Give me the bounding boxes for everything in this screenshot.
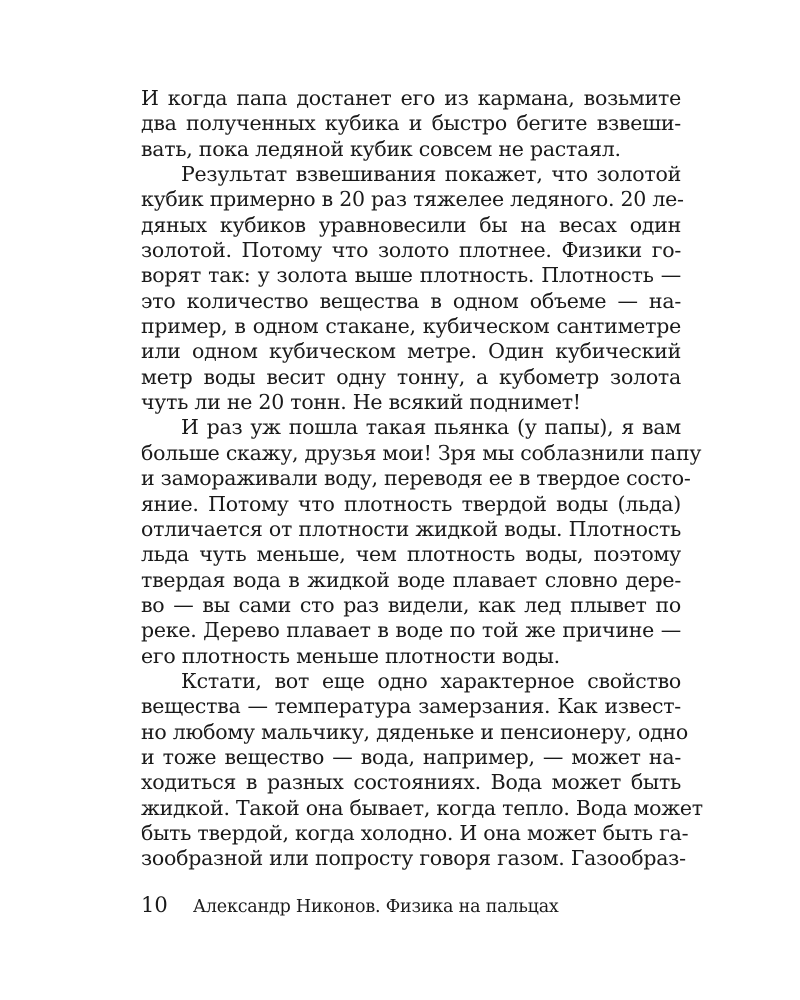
text-line: Результат взвешивания покажет, что золотой (181, 162, 681, 187)
text-line: твердая вода в жидкой воде плавает словно дере- (141, 567, 681, 592)
paragraph-4 (141, 668, 703, 872)
text-line: пример, в одном стакане, кубическом сантиметре (141, 314, 681, 339)
running-title: Александр Никонов. Физика на пальцах (192, 897, 559, 917)
page-number: 10 (141, 893, 168, 917)
text-line: И раз уж пошла такая пьянка (у папы), я вам (181, 415, 681, 440)
text-line: реке. Дерево плавает в воде по той же причине — (141, 618, 681, 643)
text-line: или одном кубическом метре. Один кубический (141, 339, 681, 364)
text-line: И когда папа достанет его из кармана, возьмите (141, 86, 681, 110)
text-line: и замораживали воду, переводя ее в твердое состо- (141, 466, 691, 491)
text-line: вещества — температура замерзания. Как извест- (141, 694, 681, 719)
text-line: дяных кубиков уравновесили бы на весах один (141, 212, 681, 237)
text-line: два полученных кубика и быстро бегите взвеши- (141, 111, 681, 136)
text-line: ворят так: у золота выше плотность. Плотность — (141, 263, 681, 288)
text-line: но любому мальчику, дяденьке и пенсионеру, одно (141, 719, 689, 744)
text-line: и тоже вещество — вода, например, — может на- (141, 744, 681, 769)
paragraph-1 (141, 86, 681, 162)
text-line: ходиться в разных состояниях. Вода может быть (141, 770, 681, 795)
text-line: Кстати, вот еще одно характерное свойство (181, 668, 681, 693)
text-line: во — вы сами сто раз видели, как лед плывет по (141, 592, 681, 617)
text-line: льда чуть меньше, чем плотность воды, поэтому (141, 542, 681, 567)
text-line: быть твердой, когда холодно. И она может быть га- (141, 820, 689, 845)
text-line: яние. Потому что плотность твердой воды (льда) (141, 491, 681, 516)
text-line: вать, пока ледяной кубик совсем не растаял. (141, 136, 621, 161)
page-body (141, 86, 703, 872)
text-line: чуть ли не 20 тонн. Не всякий поднимет! (141, 390, 581, 415)
text-line: метр воды весит одну тонну, а кубометр золота (141, 364, 681, 389)
text-line: больше скажу, друзья мои! Зря мы соблазнили папу (141, 440, 702, 465)
text-line: золотой. Потому что золото плотнее. Физики го- (141, 238, 681, 263)
paragraph-2 (141, 162, 684, 415)
text-line: отличается от плотности жидкой воды. Плотность (141, 516, 681, 541)
text-line: зообразной или попросту говоря газом. Газообраз- (141, 846, 686, 871)
paragraph-3 (141, 415, 702, 668)
text-line: жидкой. Такой она бывает, когда тепло. Вода может (141, 795, 703, 820)
text-line: кубик примерно в 20 раз тяжелее ледяного. 20 ле- (141, 187, 684, 212)
page-footer (141, 893, 681, 923)
text-line: это количество вещества в одном объеме — на- (141, 288, 681, 313)
text-line: его плотность меньше плотности воды. (141, 643, 560, 668)
